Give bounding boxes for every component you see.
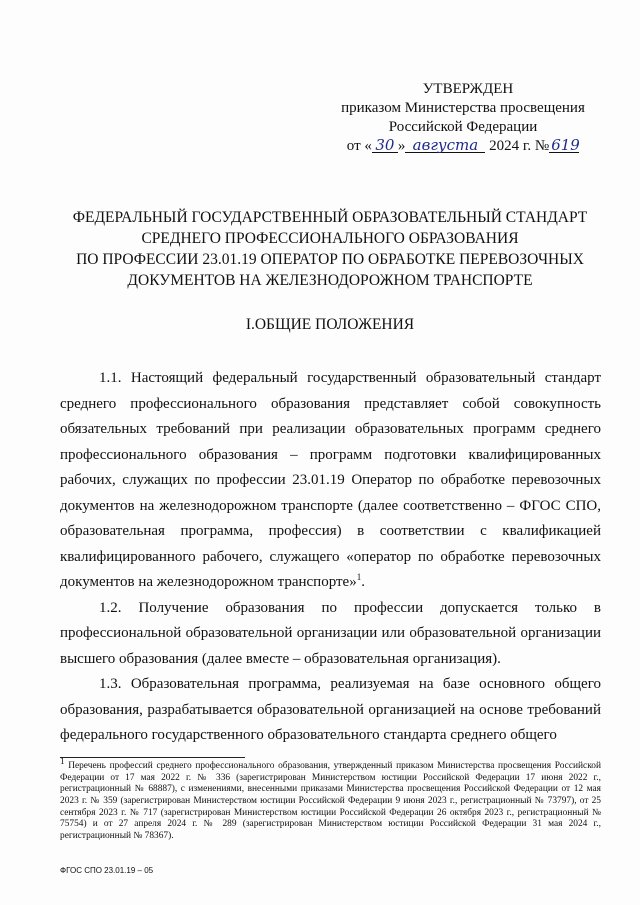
paragraph-1-2: 1.2. Получение образования по профессии допускается только в профессиональной образовательной организации или образовательной организации высшего образования (далее вместе – образовательная организация). — [60, 599, 601, 667]
footnote-divider — [60, 757, 245, 758]
date-year: 2024 г. № — [489, 138, 550, 154]
document-title — [60, 207, 600, 291]
date-quote: » — [397, 138, 406, 154]
footnote-ref[interactable]: 1 — [356, 572, 362, 582]
footnote-text: Перечень профессий среднего профессионального образования, утвержденный приказом Министерства просвещения Российской Федерации от 17 мая 2022 г. № 336 (зарегистрирован Министерством юстиции Российской Федерации 17 июня 2022 г., регистрационный № 68887), с изменениями, внесенными приказами Министерства просвещения Российской Федерации от 12 мая 2023 г. № 359 (зарегистрирован Министерством юстиции Российской Федерации 9 июня 2023 г., регистрационный № 73797), от 25 сентября 2023 г. № 717 (зарегистрирован Министерством юстиции Российской Федерации 26 октября 2023 г., регистрационный № 75754) и от 27 апреля 2024 г. № 289 (зарегистрирован Министерством юстиции Российской Федерации 31 мая 2024 г., регистрационный № 78367). — [60, 761, 601, 841]
handwritten-number: 619 — [551, 136, 580, 154]
title-line-1: ФЕДЕРАЛЬНЫЙ ГОСУДАРСТВЕННЫЙ ОБРАЗОВАТЕЛЬНЫЙ СТАНДАРТ — [72, 209, 588, 226]
handwritten-day: 30 — [372, 138, 398, 153]
paragraph-1-1-end: . — [361, 574, 365, 590]
title-line-4: ДОКУМЕНТОВ НА ЖЕЛЕЗНОДОРОЖНОМ ТРАНСПОРТЕ — [127, 272, 533, 289]
section-heading: I.ОБЩИЕ ПОЛОЖЕНИЯ — [245, 316, 415, 333]
approval-line-1: приказом Министерства просвещения — [341, 100, 585, 116]
approval-block — [318, 80, 608, 156]
title-line-3: ПО ПРОФЕССИИ 23.01.19 ОПЕРАТОР ПО ОБРАБОТКЕ ПЕРЕВОЗОЧНЫХ — [76, 251, 584, 268]
approval-line-2: Российской Федерации — [388, 119, 538, 135]
title-line-2: СРЕДНЕГО ПРОФЕССИОНАЛЬНОГО ОБРАЗОВАНИЯ — [141, 230, 519, 247]
body-text — [60, 366, 601, 749]
footnote — [60, 756, 601, 842]
approval-title: УТВЕРЖДЕН — [422, 81, 514, 97]
paragraph-1-1-text: 1.1. Настоящий федеральный государственный образовательный стандарт среднего профессионального образования представляет собой совокупность обязательных требований при реализации образовательных программ среднего профессионального образования – программ подготовки квалифицированных рабочих, служащих по профессии 23.01.19 Оператор по обработке перевозочных документов на железнодорожном транспорте (далее соответственно – ФГОС СПО, образовательная программа, профессия) в соответствии с квалификацией квалифицированного рабочего, служащего «оператор по обработке перевозочных документов на железнодорожном транспорте» — [60, 370, 601, 590]
footnote-mark: 1 — [60, 756, 65, 766]
paragraph-1-1 — [60, 366, 601, 596]
footer-code: ФГОС СПО 23.01.19 – 05 — [60, 866, 154, 875]
approval-date-line — [318, 137, 608, 156]
paragraph-1-3: 1.3. Образовательная программа, реализуемая на базе основного общего образования, разрабатывается образовательной организацией на основе требований федерального государственного образовательного стандарта среднего общего — [60, 676, 601, 743]
handwritten-month: августа — [405, 138, 485, 153]
date-prefix: от « — [346, 138, 372, 154]
